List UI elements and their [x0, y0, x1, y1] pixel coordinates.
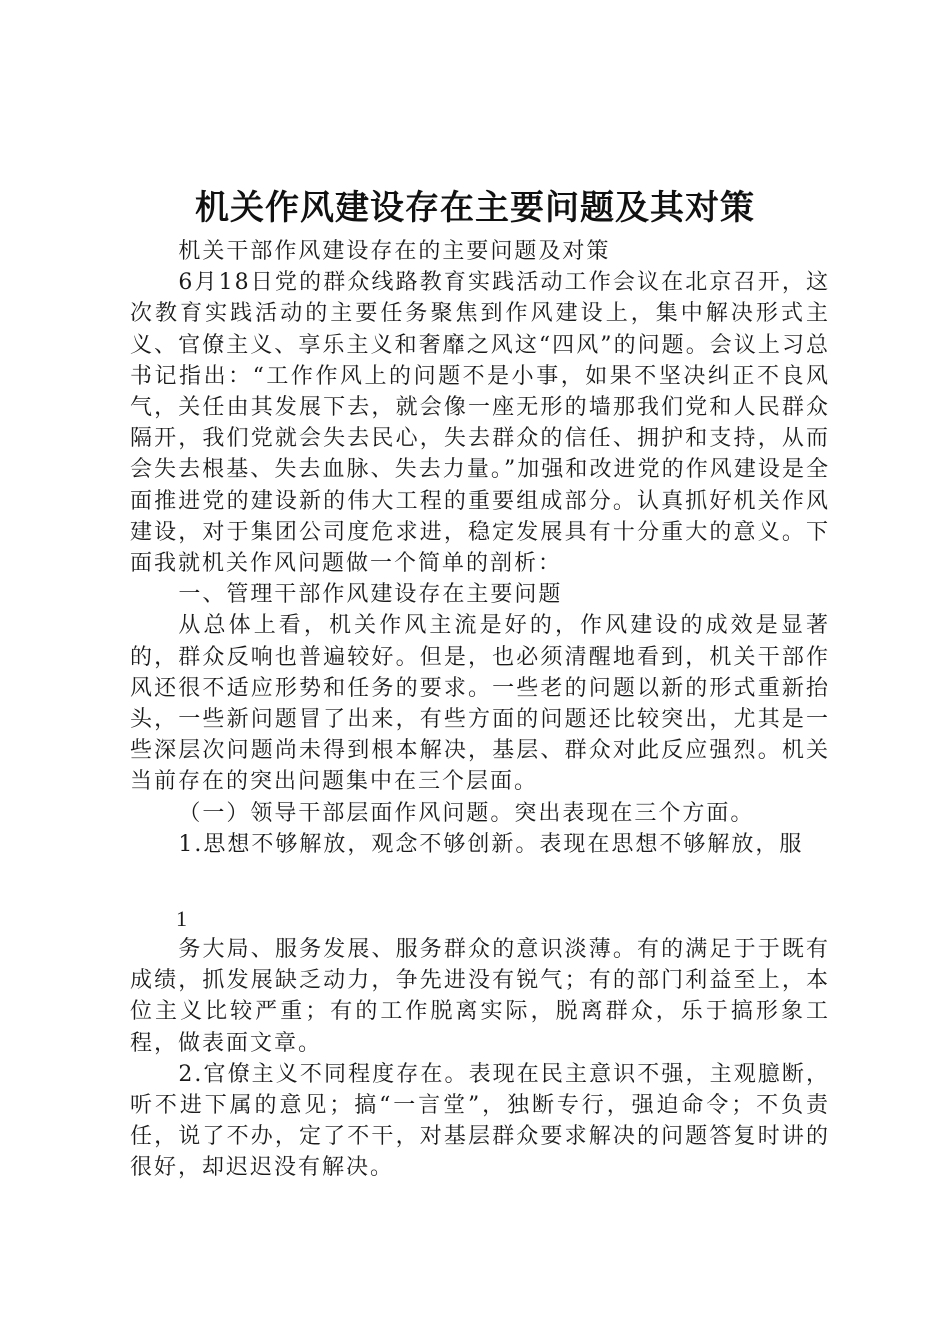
subsection-heading-1: （一）领导干部层面作风问题。突出表现在三个方面。 — [178, 800, 755, 826]
document-body-part-2 — [130, 934, 830, 1184]
subtitle-paragraph: 机关干部作风建设存在的主要问题及对策 — [178, 239, 611, 264]
item-1-paragraph-start: 1.思想不够解放，观念不够创新。表现在思想不够解放，服 — [178, 831, 804, 857]
document-body-part-1 — [130, 236, 830, 860]
section-heading-1: 一、管理干部作风建设存在主要问题 — [178, 582, 563, 608]
document-title: 机关作风建设存在主要问题及其对策 — [195, 188, 755, 228]
item-1-paragraph-continued: 务大局、服务发展、服务群众的意识淡薄。有的满足于于既有成绩，抓发展缺乏动力，争先进没有锐气；有的部门利益至上，本位主义比较严重；有的工作脱离实际，脱离群众，乐于搞形象工程，做表面文章。 — [130, 937, 830, 1056]
page-number: 1 — [176, 906, 187, 931]
item-2-paragraph: 2.官僚主义不同程度存在。表现在民主意识不强，主观臆断，听不进下属的意见；搞“一言堂”，独断专行，强迫命令；不负责任，说了不办，定了不干，对基层群众要求解决的问题答复时讲的很好，却迟迟没有解决。 — [130, 1061, 830, 1181]
overview-paragraph: 从总体上看，机关作风主流是好的，作风建设的成效是显著的，群众反响也普遍较好。但是，也必须清醒地看到，机关干部作风还很不适应形势和任务的要求。一些老的问题以新的形式重新抬头，一些新问题冒了出来，有些方面的问题还比较突出，尤其是一些深层次问题尚未得到根本解决，基层、群众对此反应强烈。机关当前存在的突出问题集中在三个层面。 — [130, 613, 830, 795]
intro-paragraph: 6月18日党的群众线路教育实践活动工作会议在北京召开，这次教育实践活动的主要任务聚焦到作风建设上，集中解决形式主义、官僚主义、享乐主义和奢靡之风这“四风”的问题。会议上习总书记指出：“工作作风上的问题不是小事，如果不坚决纠正不良风气，关任由其发展下去，就会像一座无形的墙那我们党和人民群众隔开，我们党就会失去民心，失去群众的信任、拥护和支持，从而会失去根基、失去血脉、失去力量。”加强和改进党的作风建设是全面推进党的建设新的伟大工程的重要组成部分。认真抓好机关作风建设，对于集团公司度危求进，稳定发展具有十分重大的意义。下面我就机关作风问题做一个简单的剖析： — [130, 270, 830, 577]
